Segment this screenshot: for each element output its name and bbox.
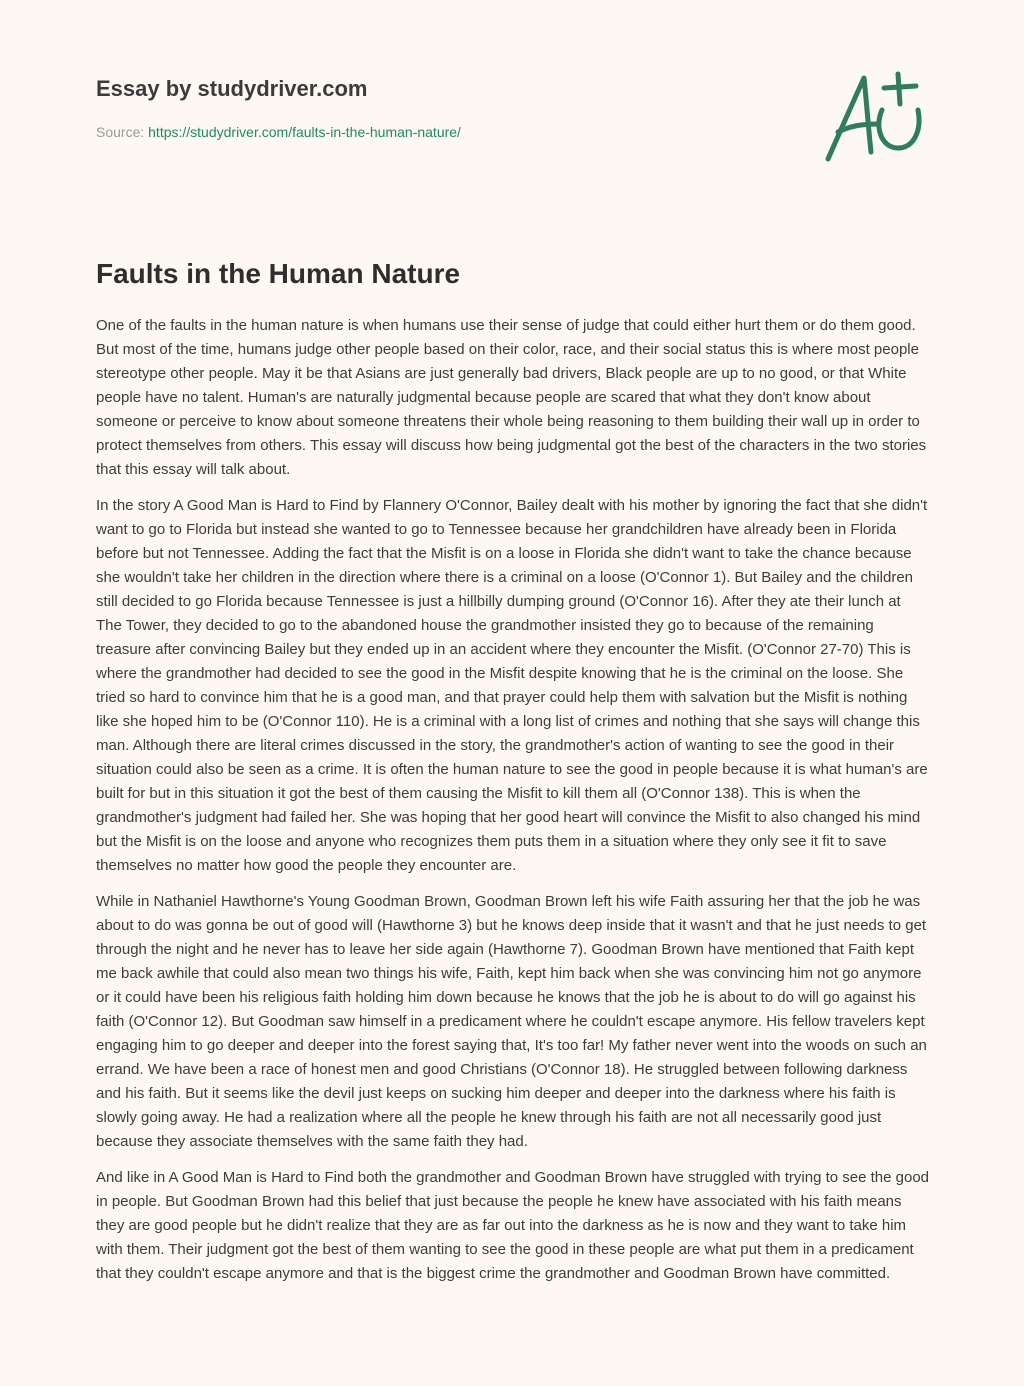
essay-paragraph: In the story A Good Man is Hard to Find by Flannery O'Connor, Bailey dealt with his mother by ignoring the fact that she didn't want to go to Florida but instead she wanted to go to Tennessee because her grandchildren have already been in Florida before but not Tennessee. Adding the fact that the Misfit is on a loose in Florida she didn't want to take the chance because she wouldn't take her children in the direction where there is a criminal on a loose (O'Connor 1). But Bailey and the children still decided to go Florida because Tennessee is just a hillbilly dumping ground (O'Connor 16). After they ate their lunch at The Tower, they decided to go to the abandoned house the grandmother insisted they go to because of the remaining treasure after convincing Bailey but they ended up in an accident where they encounter the Misfit. (O'Connor 27-70) This is where the grandmother had decided to see the good in the Misfit despite knowing that he is the criminal on the loose. She tried so hard to convince him that he is a good man, and that prayer could help them with salvation but the Misfit is nothing like she hoped him to be (O'Connor 110). He is a criminal with a long list of crimes and nothing that she says will change this man. Although there are literal crimes discussed in the story, the grandmother's action of wanting to see the good in their situation could also be seen as a crime. It is often the human nature to see the good in people because it is what human's are built for but in this situation it got the best of them causing the Misfit to kill them all (O'Connor 138). This is when the grandmother's judgment had failed her. She was hoping that her good heart will convince the Misfit to also changed his mind but the Misfit is on the loose and anyone who recognizes them puts them in a situation where they only see it fit to save themselves no matter how good the people they encounter are. bbox=[96, 497, 928, 874]
source-label: Source: bbox=[96, 124, 145, 140]
essay-paragraph: And like in A Good Man is Hard to Find both the grandmother and Goodman Brown have struggled with trying to see the good in people. But Goodman Brown had this belief that just because the people he knew have associated with his faith means they are good people but he didn't realize that they are as far out into the darkness as he is now and they want to take him with them. Their judgment got the best of them wanting to see the good in these people are what put them in a predicament that they couldn't escape anymore and that is the biggest crime the grandmother and Goodman Brown have committed. bbox=[96, 1169, 929, 1282]
essay-paragraph: One of the faults in the human nature is when humans use their sense of judge that could either hurt them or do them good. But most of the time, humans judge other people based on their color, race, and their social status this is where most people stereotype other people. May it be that Asians are just generally bad drivers, Black people are up to no good, or that White people have no talent. Human's are naturally judgmental because people are scared that what they don't know about someone or perceive to know about someone threatens their whole being reasoning to them building their wall up in order to protect themselves from others. This essay will discuss how being judgmental got the best of the characters in the two stories that this essay will talk about. bbox=[96, 317, 927, 478]
site-brand-title: Essay by studydriver.com bbox=[96, 76, 368, 101]
source-line bbox=[96, 123, 461, 141]
a-plus-logo-icon bbox=[818, 66, 930, 166]
essay-paragraph: While in Nathaniel Hawthorne's Young Goodman Brown, Goodman Brown left his wife Faith assuring her that the job he was about to do was gonna be out of good will (Hawthorne 3) but he knows deep inside that it wasn't and that he just needs to get through the night and he never has to leave her side again (Hawthorne 7). Goodman Brown have mentioned that Faith kept me back awhile that could also mean two things his wife, Faith, kept him back when she was convincing him not go anymore or it could have been his religious faith holding him down because he knows that the job he is about to do will go against his faith (O'Connor 12). But Goodman saw himself in a predicament where he couldn't escape anymore. His fellow travelers kept engaging him to go deeper and deeper into the forest saying that, It's too far! My father never went into the woods on such an errand. We have been a race of honest men and good Christians (O'Connor 18). He struggled between following darkness and his faith. But it seems like the devil just keeps on sucking him deeper and deeper into the darkness where his faith is slowly going away. He had a realization where all the people he knew through his faith are not all necessarily good just because they associate themselves with the same faith they had. bbox=[96, 893, 927, 1150]
source-link[interactable]: https://studydriver.com/faults-in-the-human-nature/ bbox=[148, 124, 461, 140]
essay-body bbox=[96, 314, 930, 1298]
essay-title: Faults in the Human Nature bbox=[96, 258, 461, 289]
